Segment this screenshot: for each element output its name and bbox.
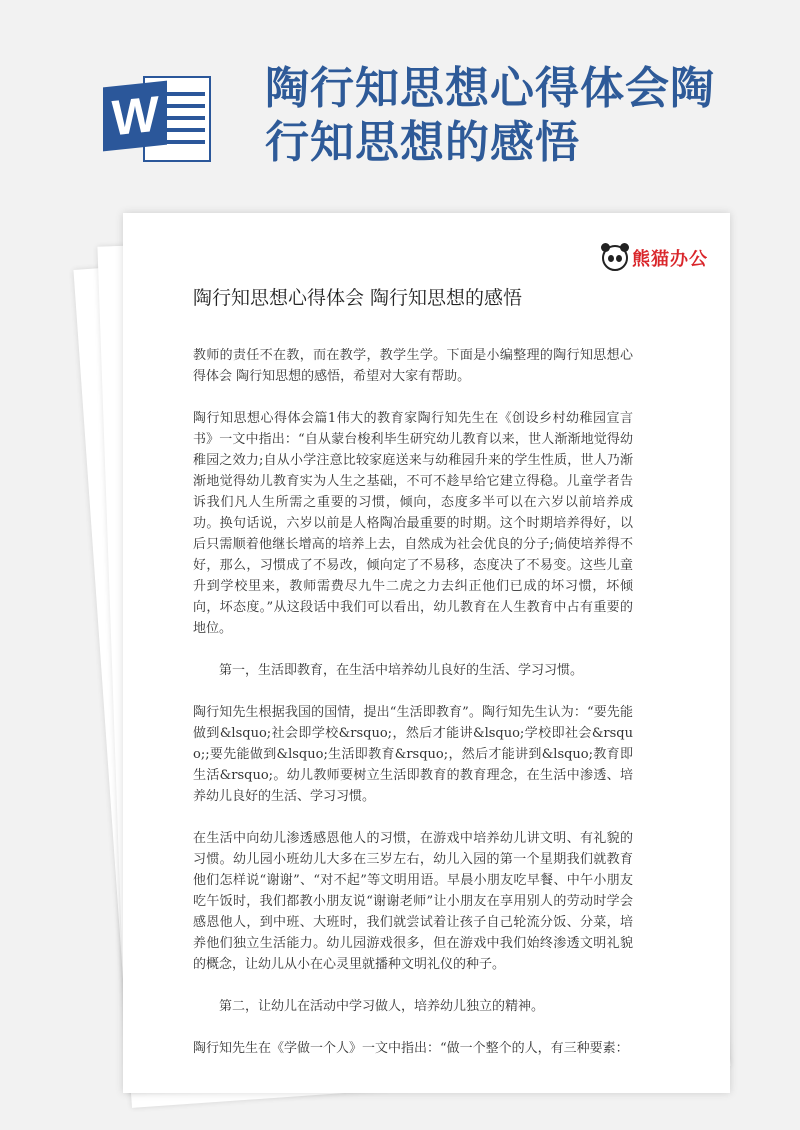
document-body [193, 345, 633, 1080]
panda-logo-icon [602, 245, 628, 271]
paragraph: 陶行知思想心得体会篇1伟大的教育家陶行知先生在《创设乡村幼稚园宣言书》一文中指出：“自从蒙台梭利毕生研究幼儿教育以来，世人渐渐地觉得幼稚园之效力;自从小学注意比较家庭送来与幼稚园升来的学生性质，世人乃渐渐地觉得幼儿教育实为人生之基础，不可不趁早给它建立得稳。儿童学者告诉我们凡人生所需之重要的习惯，倾向，态度多半可以在六岁以前培养成功。换句话说，六岁以前是人格陶冶最重要的时期。这个时期培养得好，以后只需顺着他继长增高的培养上去，自然成为社会优良的分子;倘使培养得不好，那么，习惯成了不易改，倾向定了不易移，态度决了不易变。这些儿童升到学校里来，教师需费尽九牛二虎之力去纠正他们已成的坏习惯，坏倾向，坏态度。”从这段话中我们可以看出，幼儿教育在人生教育中占有重要的地位。 [193, 411, 633, 636]
brand-name: 熊猫办公 [632, 249, 708, 270]
brand-logo [602, 243, 708, 273]
paragraph: 教师的责任不在教，而在教学，教学生学。下面是小编整理的陶行知思想心得体会 陶行知思想的感悟，希望对大家有帮助。 [193, 348, 633, 384]
page-title: 陶行知思想心得体会陶行知思想的感悟 [265, 63, 715, 168]
header-banner [0, 0, 800, 200]
section-heading: 第二，让幼儿在活动中学习做人，培养幼儿独立的精神。 [219, 999, 545, 1014]
document-page [123, 213, 730, 1093]
section-heading: 第一，生活即教育，在生活中培养幼儿良好的生活、学习习惯。 [219, 663, 584, 678]
word-letter-tile: W [103, 81, 167, 152]
word-document-icon [103, 70, 213, 165]
document-title: 陶行知思想心得体会 陶行知思想的感悟 [193, 287, 523, 309]
paragraph: 在生活中向幼儿渗透感恩他人的习惯，在游戏中培养幼儿讲文明、有礼貌的习惯。幼儿园小班幼儿大多在三岁左右，幼儿入园的第一个星期我们就教育他们怎样说“谢谢”、“对不起”等文明用语。早晨小朋友吃早餐、中午小朋友吃午饭时，我们都教小朋友说“谢谢老师”让小朋友在享用别人的劳动时学会感恩他人，到中班、大班时，我们就尝试着让孩子自己轮流分饭、分菜，培养他们独立生活能力。幼儿园游戏很多，但在游戏中我们始终渗透文明礼貌的概念，让幼儿从小在心灵里就播种文明礼仪的种子。 [193, 831, 633, 972]
paragraph: 陶行知先生在《学做一个人》一文中指出：“做一个整个的人，有三种要素： [193, 1041, 629, 1056]
paragraph: 陶行知先生根据我国的国情，提出“生活即教育”。陶行知先生认为：“要先能做到&lsquo;社会即学校&rsquo;，然后才能讲&lsquo;学校即社会&rsquo;;要先能做到&lsquo;生活即教育&rsquo;，然后才能讲到&lsquo;教育即生活&rsquo;。幼儿教师要树立生活即教育的教育理念，在生活中渗透、培养幼儿良好的生活、学习习惯。 [193, 705, 633, 804]
